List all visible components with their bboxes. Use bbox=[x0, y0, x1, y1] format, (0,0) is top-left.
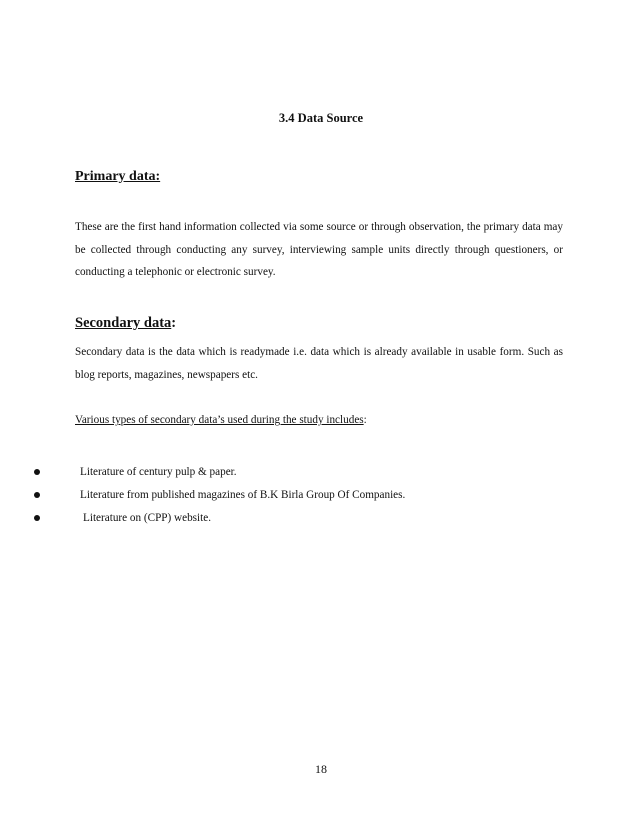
list-item bbox=[0, 510, 638, 533]
bullet-icon bbox=[34, 515, 40, 521]
secondary-data-heading bbox=[75, 315, 176, 332]
secondary-types-intro-text: Various types of secondary data’s used during the study includes bbox=[75, 414, 364, 426]
list-item-text: Literature from published magazines of B.K Birla Group Of Companies. bbox=[80, 489, 406, 501]
list-item bbox=[0, 464, 638, 487]
list-item bbox=[0, 487, 638, 510]
primary-data-heading: Primary data: bbox=[75, 169, 161, 184]
list-item-text: Literature on (CPP) website. bbox=[83, 512, 212, 524]
secondary-types-intro-colon: : bbox=[363, 414, 367, 426]
section-title: 3.4 Data Source bbox=[278, 111, 364, 125]
primary-data-paragraph: These are the first hand information collected via some source or through observation, the primary data may be collected through conducting any survey, interviewing sample units directly through questioners, or conducting a telephonic or electronic survey. bbox=[75, 221, 563, 278]
page-number: 18 bbox=[315, 762, 327, 776]
secondary-data-heading-colon: : bbox=[171, 315, 177, 331]
secondary-data-heading-text: Secondary data bbox=[75, 315, 172, 331]
list-item-text: Literature of century pulp & paper. bbox=[80, 466, 237, 478]
bullet-icon bbox=[34, 469, 40, 475]
secondary-sources-list bbox=[0, 464, 638, 533]
secondary-data-paragraph: Secondary data is the data which is readymade i.e. data which is already available in usable form. Such as blog reports, magazines, newspapers etc. bbox=[75, 346, 563, 381]
secondary-types-intro bbox=[75, 414, 367, 426]
bullet-icon bbox=[34, 492, 40, 498]
